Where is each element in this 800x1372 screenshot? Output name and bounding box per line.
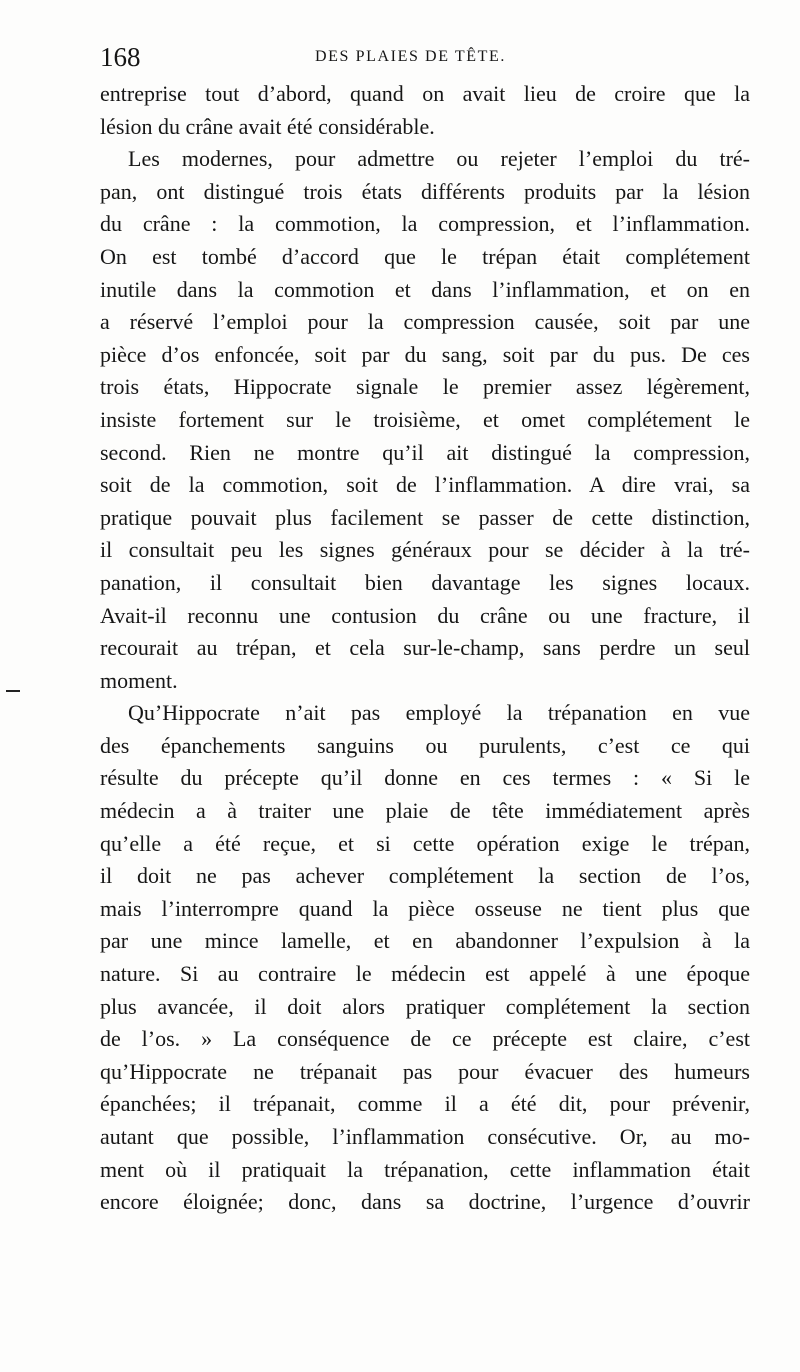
text-line: qu’Hippocrate ne trépanait pas pour évacuer des humeurs [100,1058,750,1084]
text-line: ment où il pratiquait la trépanation, cette inflammation était [100,1156,750,1182]
running-head: DES PLAIES DE TÊTE. [315,48,506,65]
text-line: a réservé l’emploi pour la compression causée, soit par une [100,309,750,335]
text-line: panation, il consultait bien davantage les signes locaux. [100,569,750,595]
text-line: encore éloignée; donc, dans sa doctrine, l’urgence d’ouvrir [100,1189,750,1215]
text-line: pratique pouvait plus facilement se passer de cette distinction, [100,504,750,530]
text-line: inutile dans la commotion et dans l’inflammation, et on en [100,276,750,302]
body-text [100,78,750,1219]
text-line: qu’elle a été reçue, et si cette opération exige le trépan, [100,830,750,856]
text-line: soit de la commotion, soit de l’inflammation. A dire vrai, sa [100,472,750,498]
text-line: épanchées; il trépanait, comme il a été dit, pour prévenir, [100,1091,750,1117]
text-line: pan, ont distingué trois états différents produits par la lésion [100,178,750,204]
text-line: entreprise tout d’abord, quand on avait lieu de croire que la [100,81,750,106]
page-header [100,40,750,74]
text-line: mais l’interrompre quand la pièce osseuse ne tient plus que [100,895,750,921]
text-line: de l’os. » La conséquence de ce précepte est claire, c’est [100,1026,750,1052]
text-line: lésion du crâne avait été considérable. [100,113,435,139]
text-line: nature. Si au contraire le médecin est appelé à une époque [100,961,750,987]
text-line: il consultait peu les signes généraux pour se décider à la tré- [100,537,750,563]
text-line: des épanchements sanguins ou purulents, c’est ce qui [100,732,750,758]
text-line: insiste fortement sur le troisième, et omet complétement le [100,406,750,432]
paragraph-first-line: Les modernes, pour admettre ou rejeter l’emploi du tré- [128,146,750,172]
text-line: On est tombé d’accord que le trépan était complétement [100,243,750,269]
paragraph-first-line: Qu’Hippocrate n’ait pas employé la trépanation en vue [128,700,750,726]
text-line: moment. [100,667,178,693]
text-line: pièce d’os enfoncée, soit par du sang, soit par du pus. De ces [100,341,750,367]
text-line: second. Rien ne montre qu’il ait distingué la compression, [100,439,750,465]
text-line: résulte du précepte qu’il donne en ces termes : « Si le [100,765,750,791]
page-number: 168 [100,42,141,72]
text-line: trois états, Hippocrate signale le premier assez légèrement, [100,374,750,400]
text-line: Avait-il reconnu une contusion du crâne ou une fracture, il [100,602,750,628]
text-line: par une mince lamelle, et en abandonner l’expulsion à la [100,928,750,954]
text-line: il doit ne pas achever complétement la section de l’os, [100,863,750,889]
text-line: recourait au trépan, et cela sur-le-champ, sans perdre un seul [100,635,750,661]
text-line: plus avancée, il doit alors pratiquer complétement la section [100,993,750,1019]
margin-dash-mark [6,690,20,692]
text-line: du crâne : la commotion, la compression, et l’inflammation. [100,211,750,237]
text-line: médecin a à traiter une plaie de tête immédiatement après [100,798,750,824]
text-line: autant que possible, l’inflammation consécutive. Or, au mo- [100,1124,750,1149]
